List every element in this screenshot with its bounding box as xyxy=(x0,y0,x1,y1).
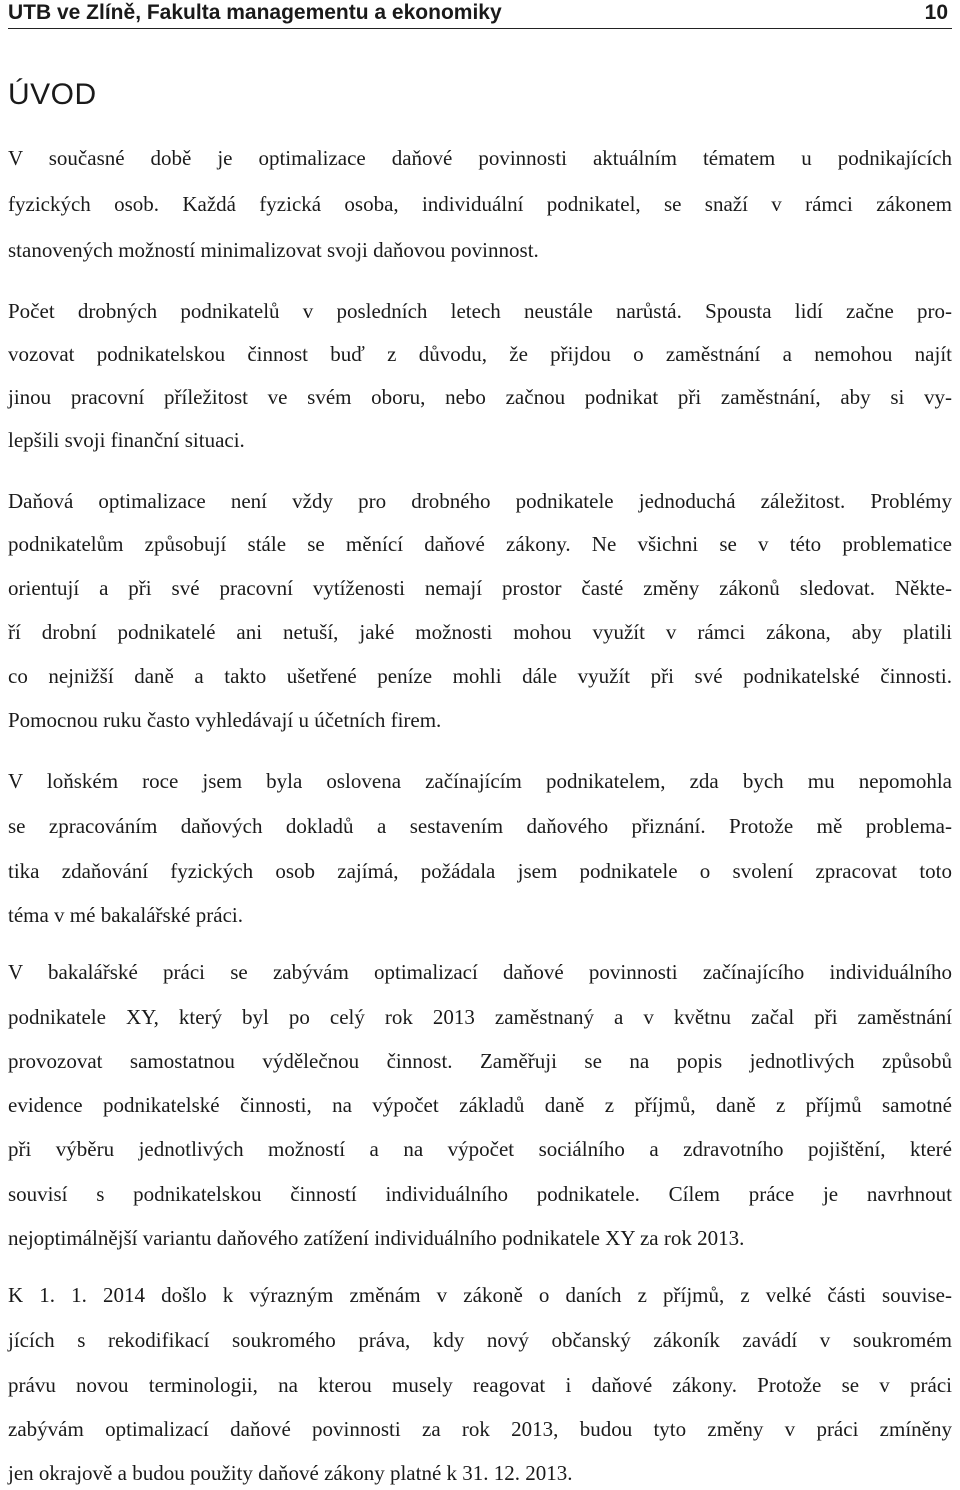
text-line: fyzických osob. Každá fyzická osoba, individuální podnikatel, se snaží v rámci zákonem xyxy=(8,192,952,216)
text-line: V bakalářské práci se zabývám optimalizací daňové povinnosti začínajícího individuálního xyxy=(8,960,952,984)
text-line: ří drobní podnikatelé ani netuší, jaké možnosti mohou využít v rámci zákona, aby platili xyxy=(8,620,952,644)
header-title: UTB ve Zlíně, Fakulta managementu a ekonomiky xyxy=(8,1,502,24)
text-line: podnikatelům způsobují stále se měnící daňové zákony. Ne všichni se v této problematice xyxy=(8,532,952,556)
text-line: lepšili svoji finanční situaci. xyxy=(8,428,245,452)
text-line: Pomocnou ruku často vyhledávají u účetních firem. xyxy=(8,708,442,732)
text-line: Daňová optimalizace není vždy pro drobného podnikatele jednoduchá záležitost. Problémy xyxy=(8,489,952,513)
text-line: podnikatele XY, který byl po celý rok 2013 zaměstnaný a v květnu začal při zaměstnání xyxy=(8,1005,952,1029)
text-line: K 1. 1. 2014 došlo k výrazným změnám v zákoně o daních z příjmů, z velké části souvise- xyxy=(8,1283,952,1307)
text-line: co nejnižší daně a takto ušetřené peníze mohli dále využít při své podnikatelské činnosti. xyxy=(8,664,952,688)
text-line: Počet drobných podnikatelů v posledních letech neustále narůstá. Spousta lidí začne pro- xyxy=(8,299,952,323)
text-line: jících s rekodifikací soukromého práva, kdy nový občanský zákoník zavádí v soukromém xyxy=(8,1328,952,1352)
text-line: V loňském roce jsem byla oslovena začínajícím podnikatelem, zda bych mu nepomohla xyxy=(8,769,952,793)
text-line: evidence podnikatelské činnosti, na výpočet základů daně z příjmů, daně z příjmů samotné xyxy=(8,1093,952,1117)
text-line: stanovených možností minimalizovat svoji daňovou povinnost. xyxy=(8,238,539,262)
text-line: V současné době je optimalizace daňové povinnosti aktuálním tématem u podnikajících xyxy=(8,146,952,170)
page-header xyxy=(8,0,952,29)
text-line: právu novou terminologii, na kterou musely reagovat i daňové zákony. Protože se v práci xyxy=(8,1373,952,1397)
text-line: se zpracováním daňových dokladů a sestavením daňového přiznání. Protože mě problema- xyxy=(8,814,952,838)
text-line: jinou pracovní příležitost ve svém oboru, nebo začnou podnikat při zaměstnání, aby si vy- xyxy=(8,385,952,409)
text-line: vozovat podnikatelskou činnost buď z důvodu, že přijdou o zaměstnání a nemohou najít xyxy=(8,342,952,366)
page-number: 10 xyxy=(924,1,948,24)
text-line: téma v mé bakalářské práci. xyxy=(8,903,243,927)
text-line: tika zdaňování fyzických osob zajímá, požádala jsem podnikatele o svolení zpracovat toto xyxy=(8,859,952,883)
text-line: jen okrajově a budou použity daňové zákony platné k 31. 12. 2013. xyxy=(8,1461,573,1485)
text-line: zabývám optimalizací daňové povinnosti za rok 2013, budou tyto změny v práci zmíněny xyxy=(8,1417,952,1441)
text-line: provozovat samostatnou výdělečnou činnost. Zaměřuji se na popis jednotlivých způsobů xyxy=(8,1049,952,1073)
text-line: souvisí s podnikatelskou činností individuálního podnikatele. Cílem práce je navrhnout xyxy=(8,1182,952,1206)
text-line: při výběru jednotlivých možností a na výpočet sociálního a zdravotního pojištění, které xyxy=(8,1137,952,1161)
section-heading: ÚVOD xyxy=(8,78,97,111)
text-line: nejoptimálnější variantu daňového zatížení individuálního podnikatele XY za rok 2013. xyxy=(8,1226,745,1250)
text-line: orientují a při své pracovní vytíženosti nemají prostor časté změny zákonů sledovat. Někte- xyxy=(8,576,952,600)
